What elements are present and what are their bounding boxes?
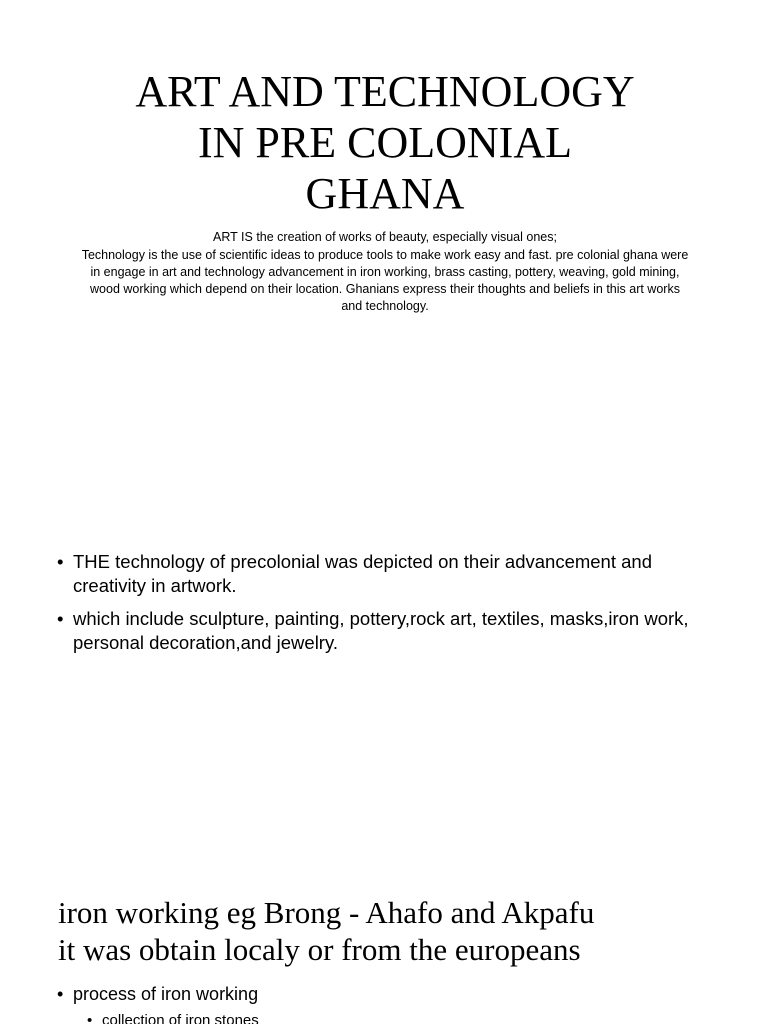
bullet-icon: •: [87, 1012, 93, 1024]
bullet-icon: •: [57, 551, 64, 572]
slide-heading: [58, 894, 738, 968]
bullet-text: THE technology of precolonial was depicted on their advancement and creativity in artwork.: [73, 551, 652, 596]
bullet-text: which include sculpture, painting, pottery,rock art, textiles, masks,iron work, personal decoration,and jewelry.: [73, 608, 689, 653]
subtitle-paragraph: Technology is the use of scientific ideas to produce tools to make work easy and fast. pre colonial ghana were in engage in art and technology advancement in iron working, brass casting, pottery, weaving, gold mining, wood working which depend on their location. Ghanians express their thoughts and beliefs in this art works and technology.: [81, 248, 689, 313]
bullet-icon: •: [57, 984, 64, 1004]
title-line: ART AND TECHNOLOGY: [135, 67, 635, 116]
slide-3: [0, 842, 768, 1024]
bullet-list: [57, 550, 717, 664]
sub-bullet-text: collection of iron stones: [102, 1012, 259, 1024]
heading-line: it was obtain localy or from the europeans: [58, 932, 581, 967]
bullet-item: [57, 982, 259, 1024]
title-line: IN PRE COLONIAL: [198, 118, 572, 167]
slide-2: [0, 512, 768, 842]
sub-bullet-item: [73, 1011, 259, 1024]
bullet-list: [57, 982, 259, 1024]
title-line: GHANA: [305, 169, 465, 218]
subtitle-paragraph: ART IS the creation of works of beauty, especially visual ones;: [213, 230, 557, 244]
bullet-item: [57, 607, 717, 655]
bullet-item: [57, 550, 717, 598]
heading-line: iron working eg Brong - Ahafo and Akpafu: [58, 895, 595, 930]
sub-bullet-list: [73, 1011, 259, 1024]
slide-title: [60, 66, 710, 219]
bullet-icon: •: [57, 608, 64, 629]
bullet-text: process of iron working: [73, 984, 259, 1004]
slide-subtitle: [80, 229, 690, 316]
